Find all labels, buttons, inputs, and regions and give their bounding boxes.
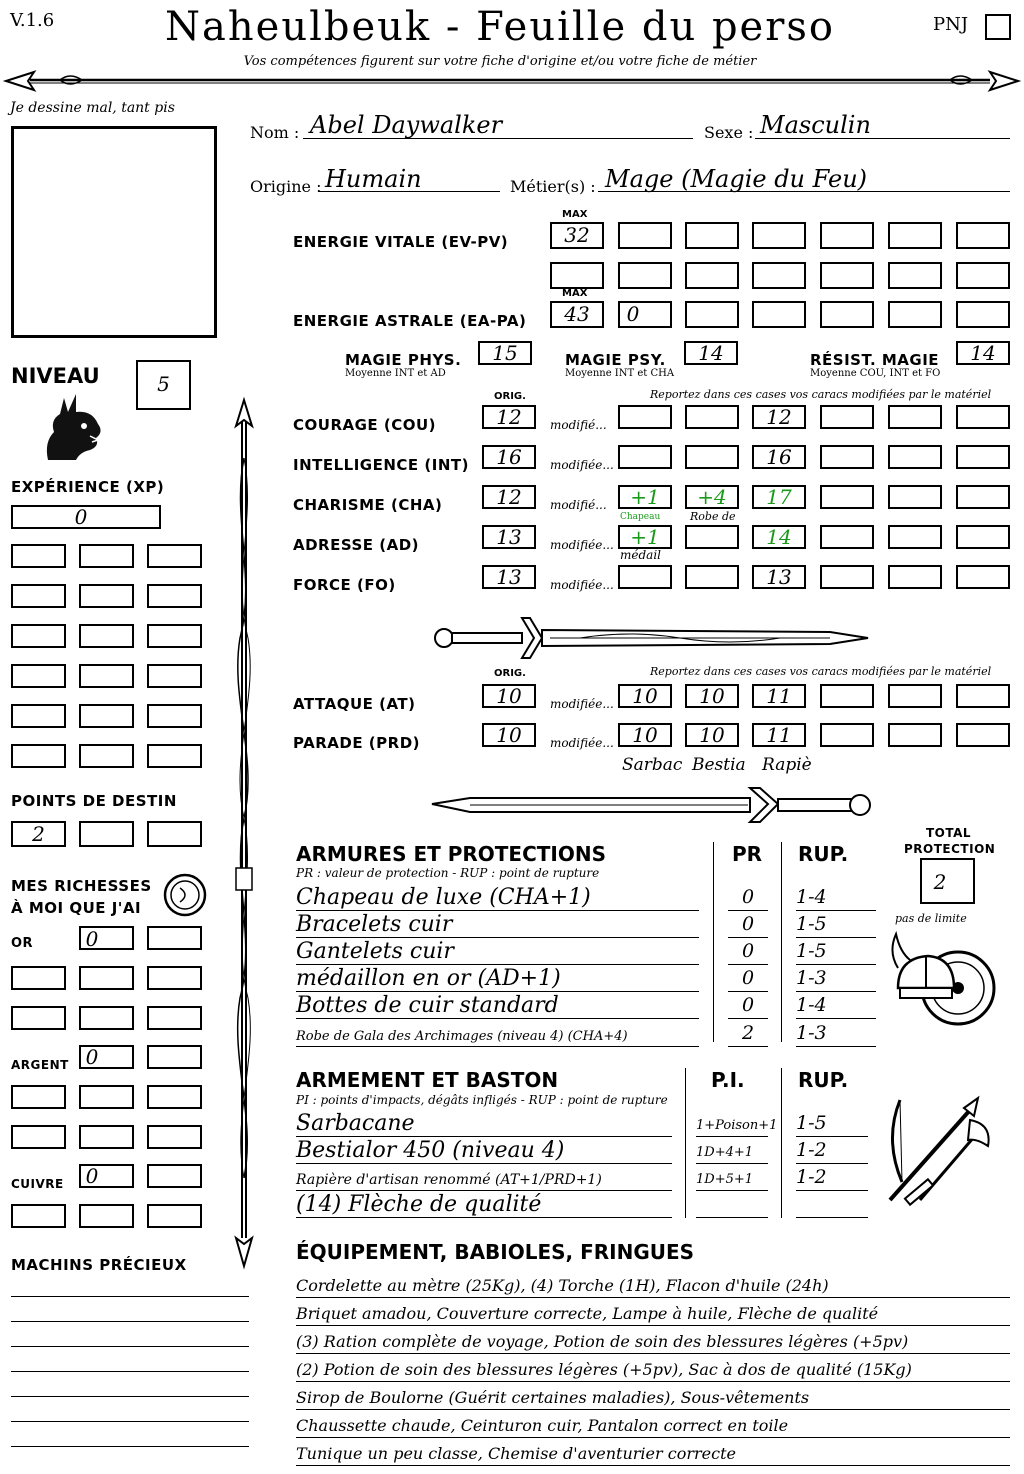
equipement-title: ÉQUIPEMENT, BABIOLES, FRINGUES xyxy=(296,1240,695,1264)
money-box[interactable] xyxy=(79,1204,134,1228)
arme-name[interactable]: Sarbacane xyxy=(296,1110,672,1137)
richesses-label-2: À MOI QUE J'AI xyxy=(11,899,142,917)
arme-rup[interactable] xyxy=(796,1191,868,1218)
stat-mod-box[interactable] xyxy=(956,405,1010,429)
money-box[interactable] xyxy=(147,1125,202,1149)
stats-report-note: Reportez dans ces cases vos caracs modifiées par le matériel xyxy=(650,388,992,401)
money-box[interactable] xyxy=(147,1164,202,1188)
xp-box[interactable] xyxy=(79,624,134,648)
xp-box[interactable] xyxy=(147,664,202,688)
arme-rup[interactable]: 1-2 xyxy=(796,1137,868,1164)
weapon-tag-1: Sarbac xyxy=(622,755,683,775)
armure-rup[interactable]: 1-5 xyxy=(796,938,876,965)
combat-mod-box[interactable] xyxy=(888,684,942,708)
xp-box[interactable] xyxy=(147,744,202,768)
combat-mod-box[interactable] xyxy=(956,684,1010,708)
armure-rup[interactable]: 1-4 xyxy=(796,992,876,1019)
niveau-value: 5 xyxy=(157,372,170,396)
arme-rup[interactable]: 1-2 xyxy=(796,1164,868,1191)
page-subtitle: Vos compétences figurent sur votre fiche d'origine et/ou votre fiche de métier xyxy=(243,54,757,69)
armures-note: PR : valeur de protection - RUP : point de rupture xyxy=(296,866,600,880)
total-protection-label-1: TOTAL xyxy=(926,826,972,840)
armures-col-sep-1 xyxy=(713,842,714,1042)
ev-box[interactable] xyxy=(888,262,942,289)
magie-phys-label: MAGIE PHYS. xyxy=(345,351,462,369)
ea-max-value: 43 xyxy=(564,302,590,326)
stat-orig-value-adresse: 13 xyxy=(496,525,522,549)
combat-orig-value-parade: 10 xyxy=(496,723,522,747)
sword-divider-1 xyxy=(430,612,870,662)
destin-box-2[interactable] xyxy=(79,821,134,847)
xp-box[interactable] xyxy=(11,624,66,648)
portrait-caption: Je dessine mal, tant pis xyxy=(10,100,175,116)
machins-line[interactable] xyxy=(11,1321,249,1322)
origine-label: Origine : xyxy=(250,177,322,196)
equipement-line[interactable]: (3) Ration complète de voyage, Potion de soin des blessures légères (+5pv) xyxy=(296,1328,1010,1354)
nom-label: Nom : xyxy=(250,123,300,142)
machins-label: MACHINS PRÉCIEUX xyxy=(11,1256,187,1274)
ad-m1-value: +1 xyxy=(630,525,660,549)
money-box[interactable] xyxy=(147,1204,202,1228)
money-box[interactable] xyxy=(147,1085,202,1109)
or-value: 0 xyxy=(85,927,99,951)
stat-orig-value-intelligence: 16 xyxy=(496,445,522,469)
armure-pr[interactable]: 2 xyxy=(728,1020,768,1047)
page-title: Naheulbeuk - Feuille du perso xyxy=(165,4,835,50)
ea-max-label: MAX xyxy=(562,288,588,299)
stat-label-force: FORCE (FO) xyxy=(293,576,396,594)
cha-m2-value: +4 xyxy=(697,485,727,509)
pnj-checkbox[interactable] xyxy=(985,14,1011,40)
stat-final-value-charisme: 17 xyxy=(766,485,792,509)
origine-value[interactable]: Humain xyxy=(325,165,422,193)
stat-label-charisme: CHARISME (CHA) xyxy=(293,496,443,514)
ev-box[interactable] xyxy=(685,222,739,249)
stat-mod-box[interactable] xyxy=(685,445,739,469)
metier-value[interactable]: Mage (Magie du Feu) xyxy=(605,165,868,193)
equipement-line[interactable]: (2) Potion de soin des blessures légères (+5pv), Sac à dos de qualité (15Kg) xyxy=(296,1356,1010,1382)
stat-mod-box[interactable] xyxy=(956,565,1010,589)
armement-title: ARMEMENT ET BASTON xyxy=(296,1068,559,1092)
magie-phys-note: Moyenne INT et AD xyxy=(345,368,446,379)
destin-label: POINTS DE DESTIN xyxy=(11,792,177,810)
ea-current-value: 0 xyxy=(626,302,640,326)
stat-orig-value-courage: 12 xyxy=(496,405,522,429)
stat-label-courage: COURAGE (COU) xyxy=(293,416,437,434)
xp-box[interactable] xyxy=(147,584,202,608)
total-protection-label-2: PROTECTION xyxy=(904,842,996,856)
stat-mod-box[interactable] xyxy=(820,485,874,509)
sword-divider-2 xyxy=(430,782,874,828)
money-box[interactable] xyxy=(79,1125,134,1149)
xp-box[interactable] xyxy=(79,744,134,768)
arme-name[interactable]: Bestialor 450 (niveau 4) xyxy=(296,1137,672,1164)
magie-psy-label: MAGIE PSY. xyxy=(565,351,666,369)
richesses-label-1: MES RICHESSES xyxy=(11,877,152,895)
stat-mod-box[interactable] xyxy=(685,525,739,549)
ea-label: ENERGIE ASTRALE (EA-PA) xyxy=(293,312,527,330)
armement-col-sep-2 xyxy=(781,1068,782,1218)
stat-mod-box[interactable] xyxy=(956,525,1010,549)
combat-mod-box[interactable] xyxy=(956,723,1010,747)
arme-pi[interactable] xyxy=(696,1191,768,1218)
armure-rup[interactable]: 1-5 xyxy=(796,911,876,938)
stat-mod-box[interactable] xyxy=(618,405,672,429)
helmet-shield-icon xyxy=(888,928,998,1040)
destin-value: 2 xyxy=(32,822,45,846)
top-spear-divider xyxy=(0,68,1024,92)
combat-label-parade: PARADE (PRD) xyxy=(293,734,421,752)
argent-label: ARGENT xyxy=(11,1058,69,1072)
stat-mod-box[interactable] xyxy=(618,565,672,589)
ev-box[interactable] xyxy=(820,222,874,249)
weapon-tag-2: Bestia xyxy=(692,755,746,775)
xp-box[interactable] xyxy=(79,664,134,688)
ev-box[interactable] xyxy=(685,262,739,289)
combat-mod-box[interactable] xyxy=(820,723,874,747)
xp-box[interactable] xyxy=(11,584,66,608)
magie-phys-value: 15 xyxy=(492,341,518,365)
combat-attaque-v1: 10 xyxy=(632,684,658,708)
stat-mod-box[interactable] xyxy=(888,405,942,429)
destin-box-3[interactable] xyxy=(147,821,202,847)
cha-m2-note: Robe de xyxy=(690,510,736,523)
equipement-line[interactable]: Cordelette au mètre (25Kg), (4) Torche (1H), Flacon d'huile (24h) xyxy=(296,1272,1010,1298)
niveau-label: NIVEAU xyxy=(11,364,100,388)
xp-box[interactable] xyxy=(147,704,202,728)
arme-name[interactable]: (14) Flèche de qualité xyxy=(296,1191,672,1218)
armure-rup[interactable]: 1-3 xyxy=(796,965,876,992)
money-box[interactable] xyxy=(147,926,202,950)
portrait-box[interactable] xyxy=(11,126,217,338)
magie-psy-value: 14 xyxy=(698,341,724,365)
sexe-value[interactable]: Masculin xyxy=(760,111,871,139)
stat-mod-box[interactable] xyxy=(820,445,874,469)
cuivre-value: 0 xyxy=(85,1164,99,1188)
armure-pr[interactable]: 0 xyxy=(728,965,768,992)
money-box[interactable] xyxy=(11,1125,66,1149)
coin-icon xyxy=(162,872,208,918)
or-label: OR xyxy=(11,936,34,951)
armure-rup[interactable]: 1-4 xyxy=(796,884,876,911)
stat-modif-label-force: modifiée... xyxy=(550,578,614,592)
stat-mod-box[interactable] xyxy=(618,445,672,469)
arme-rup[interactable]: 1-5 xyxy=(796,1110,868,1137)
stat-mod-box[interactable] xyxy=(956,445,1010,469)
combat-modif-label-attaque: modifiée... xyxy=(550,697,614,711)
ev-box[interactable] xyxy=(820,262,874,289)
armures-pr-label: PR xyxy=(732,842,763,866)
version-label: V.1.6 xyxy=(10,10,55,31)
xp-box[interactable] xyxy=(11,704,66,728)
no-limit-note: pas de limite xyxy=(895,912,967,925)
sexe-label: Sexe : xyxy=(704,123,754,142)
combat-attaque-v2: 10 xyxy=(699,684,725,708)
equipement-line[interactable]: Sirop de Boulorne (Guérit certaines maladies), Sous-vêtements xyxy=(296,1384,1010,1410)
stat-mod-box[interactable] xyxy=(888,565,942,589)
combat-report-note: Reportez dans ces cases vos caracs modifiées par le matériel xyxy=(650,665,992,678)
xp-value: 0 xyxy=(74,505,88,529)
money-box[interactable] xyxy=(147,966,202,990)
armement-note: PI : points d'impacts, dégâts infligés - RUP : point de rupture xyxy=(296,1093,668,1107)
arme-pi[interactable]: 1D+5+1 xyxy=(696,1164,768,1191)
machins-line[interactable] xyxy=(11,1421,249,1422)
ev-box[interactable] xyxy=(618,262,672,289)
xp-box[interactable] xyxy=(147,544,202,568)
money-box[interactable] xyxy=(11,1006,66,1030)
armures-title: ARMURES ET PROTECTIONS xyxy=(296,842,606,866)
total-protection-value: 2 xyxy=(933,870,947,894)
combat-mod-box[interactable] xyxy=(888,723,942,747)
armure-name[interactable]: Bracelets cuir xyxy=(296,911,699,938)
combat-parade-v2: 10 xyxy=(699,723,725,747)
combat-label-attaque: ATTAQUE (AT) xyxy=(293,695,416,713)
combat-attaque-v3: 11 xyxy=(766,684,792,708)
xp-box[interactable] xyxy=(147,624,202,648)
ev-box[interactable] xyxy=(752,222,806,249)
armure-name[interactable]: Gantelets cuir xyxy=(296,938,699,965)
pnj-label: PNJ xyxy=(933,14,969,35)
combat-parade-v1: 10 xyxy=(632,723,658,747)
stat-final-value-force: 13 xyxy=(766,565,792,589)
stat-final-value-courage: 12 xyxy=(766,405,792,429)
ea-box[interactable] xyxy=(685,301,739,328)
money-box[interactable] xyxy=(11,1085,66,1109)
stat-mod-box[interactable] xyxy=(888,485,942,509)
equipement-line[interactable]: Chaussette chaude, Ceinturon cuir, Pantalon correct en toile xyxy=(296,1412,1010,1438)
ev-box[interactable] xyxy=(752,262,806,289)
equipement-line[interactable]: Tunique un peu classe, Chemise d'aventurier correcte xyxy=(296,1440,1010,1466)
cuivre-label: CUIVRE xyxy=(11,1177,64,1191)
armure-rup[interactable]: 1-3 xyxy=(796,1020,876,1047)
armure-pr[interactable]: 0 xyxy=(728,911,768,938)
combat-parade-v3: 11 xyxy=(766,723,792,747)
magie-psy-note: Moyenne INT et CHA xyxy=(565,368,675,379)
stat-mod-box[interactable] xyxy=(685,565,739,589)
arme-pi[interactable]: 1+Poison+1 xyxy=(696,1110,768,1137)
resist-magie-value: 14 xyxy=(970,341,996,365)
ea-box[interactable] xyxy=(888,301,942,328)
machins-line[interactable] xyxy=(11,1446,249,1447)
machins-line[interactable] xyxy=(11,1346,249,1347)
stat-final-value-adresse: 14 xyxy=(766,525,792,549)
stat-mod-box[interactable] xyxy=(888,525,942,549)
xp-box[interactable] xyxy=(79,584,134,608)
xp-label: EXPÉRIENCE (XP) xyxy=(11,478,165,496)
argent-value: 0 xyxy=(85,1045,99,1069)
stat-modif-label-courage: modifié... xyxy=(550,418,607,432)
stat-modif-label-charisme: modifié... xyxy=(550,498,607,512)
armement-rup-label: RUP. xyxy=(798,1068,849,1092)
combat-mod-box[interactable] xyxy=(820,684,874,708)
resist-magie-note: Moyenne COU, INT et FO xyxy=(810,368,941,379)
ev-box[interactable] xyxy=(956,262,1010,289)
resist-magie-label: RÉSIST. MAGIE xyxy=(810,351,940,369)
orig-label: ORIG. xyxy=(494,391,526,402)
money-box[interactable] xyxy=(11,966,66,990)
xp-box[interactable] xyxy=(79,704,134,728)
stat-modif-label-intelligence: modifiée... xyxy=(550,458,614,472)
machins-line[interactable] xyxy=(11,1296,249,1297)
ea-box[interactable] xyxy=(752,301,806,328)
armure-pr[interactable]: 0 xyxy=(728,938,768,965)
ea-box[interactable] xyxy=(820,301,874,328)
armure-name[interactable]: Chapeau de luxe (CHA+1) xyxy=(296,884,699,911)
money-box[interactable] xyxy=(147,1006,202,1030)
combat-modif-label-parade: modifiée... xyxy=(550,736,614,750)
cha-m1-value: +1 xyxy=(630,485,660,509)
stat-label-adresse: ADRESSE (AD) xyxy=(293,536,420,554)
stat-mod-box[interactable] xyxy=(685,405,739,429)
metier-label: Métier(s) : xyxy=(510,177,596,196)
cha-m1-note: Chapeau xyxy=(620,512,661,522)
armement-col-sep-1 xyxy=(685,1068,686,1218)
ev-max-value: 32 xyxy=(564,223,590,247)
armures-col-sep-2 xyxy=(781,842,782,1042)
stat-orig-value-charisme: 12 xyxy=(496,485,522,509)
ev-box[interactable] xyxy=(618,222,672,249)
weapons-icon xyxy=(880,1090,1000,1214)
money-box[interactable] xyxy=(79,966,134,990)
money-box[interactable] xyxy=(147,1045,202,1069)
ev-box[interactable] xyxy=(550,262,604,289)
armure-name[interactable]: médaillon en or (AD+1) xyxy=(296,965,699,992)
weapon-tag-3: Rapiè xyxy=(762,755,812,775)
stat-mod-box[interactable] xyxy=(820,405,874,429)
ev-box[interactable] xyxy=(956,222,1010,249)
ev-label: ENERGIE VITALE (EV-PV) xyxy=(293,233,509,251)
armement-pi-label: P.I. xyxy=(711,1068,745,1092)
stat-orig-value-force: 13 xyxy=(496,565,522,589)
xp-box[interactable] xyxy=(11,664,66,688)
armure-name[interactable]: Bottes de cuir standard xyxy=(296,992,699,1019)
ev-box[interactable] xyxy=(888,222,942,249)
vertical-spear-divider xyxy=(226,398,262,1268)
arme-name[interactable]: Rapière d'artisan renommé (AT+1/PRD+1) xyxy=(296,1164,672,1191)
ev-max-label: MAX xyxy=(562,209,588,220)
xp-box[interactable] xyxy=(11,744,66,768)
armure-name[interactable]: Robe de Gala des Archimages (niveau 4) (CHA+4) xyxy=(296,1020,699,1047)
armures-rup-label: RUP. xyxy=(798,842,849,866)
stat-mod-box[interactable] xyxy=(820,525,874,549)
stat-modif-label-adresse: modifiée... xyxy=(550,538,614,552)
armure-pr[interactable]: 0 xyxy=(728,992,768,1019)
money-box[interactable] xyxy=(11,1204,66,1228)
nom-value[interactable]: Abel Daywalker xyxy=(310,111,503,139)
equipement-line[interactable]: Briquet amadou, Couverture correcte, Lampe à huile, Flèche de qualité xyxy=(296,1300,1010,1326)
stat-mod-box[interactable] xyxy=(956,485,1010,509)
machins-line[interactable] xyxy=(11,1396,249,1397)
machins-line[interactable] xyxy=(11,1371,249,1372)
stat-mod-box[interactable] xyxy=(820,565,874,589)
combat-orig-label: ORIG. xyxy=(494,668,526,679)
stat-final-value-intelligence: 16 xyxy=(766,445,792,469)
armure-pr[interactable]: 0 xyxy=(728,884,768,911)
stat-label-intelligence: INTELLIGENCE (INT) xyxy=(293,456,469,474)
xp-box[interactable] xyxy=(79,544,134,568)
combat-orig-value-attaque: 10 xyxy=(496,684,522,708)
dragon-icon xyxy=(40,392,106,462)
ad-m1-note: médail xyxy=(620,548,661,562)
money-box[interactable] xyxy=(79,1006,134,1030)
stat-mod-box[interactable] xyxy=(888,445,942,469)
arme-pi[interactable]: 1D+4+1 xyxy=(696,1137,768,1164)
xp-box[interactable] xyxy=(11,544,66,568)
money-box[interactable] xyxy=(79,1085,134,1109)
ea-box[interactable] xyxy=(956,301,1010,328)
